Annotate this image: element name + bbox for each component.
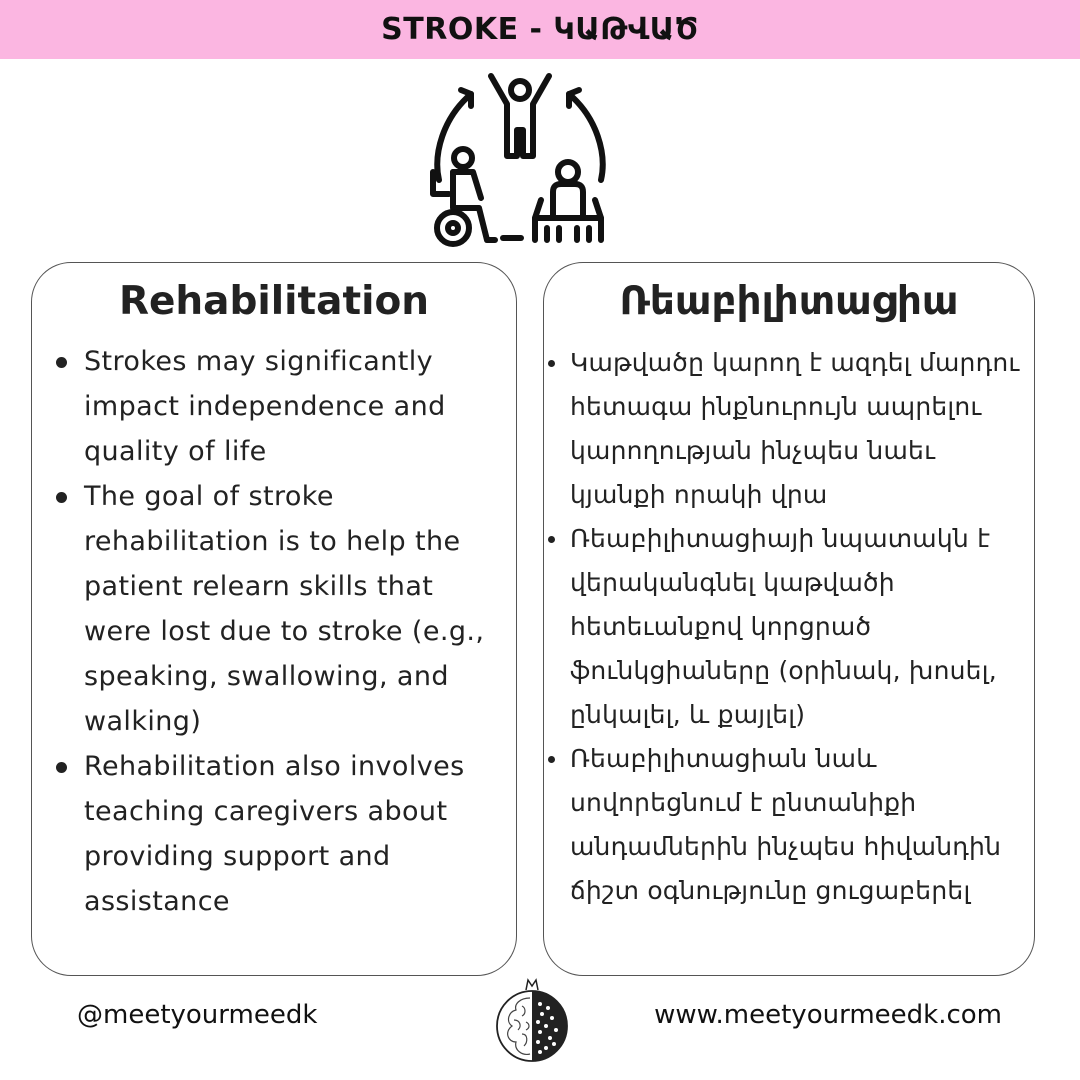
list-item-text: Ռեաբիլիտացիայի նպատակն է վերականգնել կաթվածի հետեւանքով կորցրած ֆունկցիաները (օրինակ, խոսել, ընկալել, և քայլել) — [570, 524, 997, 729]
list-item — [54, 744, 508, 924]
bullet-dot-icon — [548, 756, 555, 763]
bullet-dot-icon — [548, 536, 555, 543]
card-title-english: Rehabilitation — [118, 279, 430, 324]
list-item-text: Rehabilitation also involves teaching caregivers about providing support and assistance — [84, 751, 465, 917]
list-item — [544, 517, 1030, 737]
bullet-list-english — [54, 339, 508, 924]
bullet-dot-icon — [548, 360, 555, 367]
bullet-dot-icon — [56, 357, 67, 368]
list-item — [54, 474, 508, 744]
website-link[interactable]: www.meetyourmeedk.com — [654, 1000, 1002, 1030]
page-title: STROKE - ԿԱԹՎԱԾ — [381, 12, 699, 47]
card-title-armenian: Ռեաբիլիտացիա — [619, 279, 959, 324]
social-handle: @meetyourmeedk — [77, 1000, 318, 1030]
bullet-list-armenian — [544, 341, 1030, 913]
list-item-text: The goal of stroke rehabilitation is to help the patient relearn skills that were lost due to stroke (e.g., speaking, swallowing, and walking) — [84, 481, 485, 737]
rehabilitation-cycle-icon — [425, 68, 615, 250]
list-item — [54, 339, 508, 474]
list-item — [544, 341, 1030, 517]
rehabilitation-card-english — [31, 262, 517, 976]
rehabilitation-card-armenian — [543, 262, 1035, 976]
brain-pomegranate-logo-icon — [492, 976, 572, 1066]
list-item-text: Strokes may significantly impact independence and quality of life — [84, 346, 446, 467]
bullet-dot-icon — [56, 762, 67, 773]
list-item-text: Կաթվածը կարող է ազդել մարդու հետագա ինքնուրույն ապրելու կարողության ինչպես նաեւ կյանքի որակի վրա — [570, 348, 1020, 509]
header-banner — [0, 0, 1080, 59]
list-item — [544, 737, 1030, 913]
bullet-dot-icon — [56, 492, 67, 503]
list-item-text: Ռեաբիլիտացիան նաև սովորեցնում է ընտանիքի անդամներին ինչպես հիվանդին ճիշտ օգնությունը ցուցաբերել — [570, 744, 1002, 905]
